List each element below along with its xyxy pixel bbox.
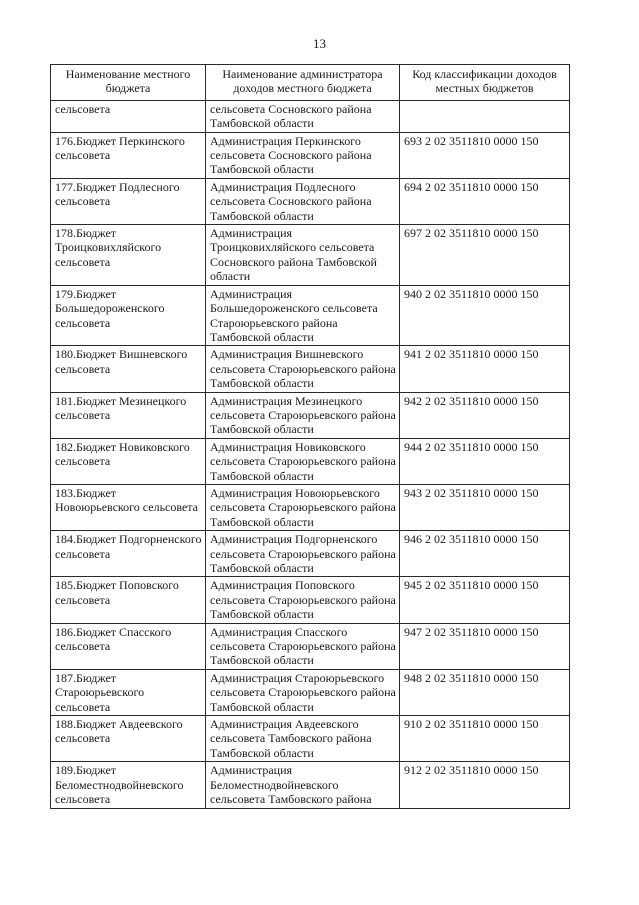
code-cell: 943 2 02 3511810 0000 150 bbox=[400, 484, 570, 530]
table-row bbox=[51, 484, 570, 530]
code-cell: 697 2 02 3511810 0000 150 bbox=[400, 225, 570, 286]
administrator-cell: Администрация Троицковихляйского сельсовета Сосновского района Тамбовской области bbox=[206, 225, 400, 286]
code-cell: 694 2 02 3511810 0000 150 bbox=[400, 178, 570, 224]
code-cell: 693 2 02 3511810 0000 150 bbox=[400, 132, 570, 178]
budget-name-cell: 180.Бюджет Вишневского сельсовета bbox=[51, 346, 206, 392]
code-cell: 940 2 02 3511810 0000 150 bbox=[400, 285, 570, 346]
table-row bbox=[51, 100, 570, 132]
administrator-cell: Администрация Староюрьевского сельсовета Староюрьевского района Тамбовской области bbox=[206, 669, 400, 715]
code-cell: 946 2 02 3511810 0000 150 bbox=[400, 531, 570, 577]
table-row bbox=[51, 762, 570, 808]
table-row bbox=[51, 346, 570, 392]
budget-name-cell: 179.Бюджет Большедороженского сельсовета bbox=[51, 285, 206, 346]
administrator-cell: Администрация Новиковского сельсовета Староюрьевского района Тамбовской области bbox=[206, 438, 400, 484]
table-row bbox=[51, 225, 570, 286]
code-cell: 948 2 02 3511810 0000 150 bbox=[400, 669, 570, 715]
budget-name-cell: 188.Бюджет Авдеевского сельсовета bbox=[51, 716, 206, 762]
code-cell: 912 2 02 3511810 0000 150 bbox=[400, 762, 570, 808]
table-row bbox=[51, 669, 570, 715]
header-budget-name: Наименование местного бюджета bbox=[51, 65, 206, 101]
budget-name-cell: 183.Бюджет Новоюрьевского сельсовета bbox=[51, 484, 206, 530]
code-cell: 941 2 02 3511810 0000 150 bbox=[400, 346, 570, 392]
code-cell bbox=[400, 100, 570, 132]
budget-name-cell: 186.Бюджет Спасского сельсовета bbox=[51, 623, 206, 669]
administrator-cell: Администрация Перкинского сельсовета Сосновского района Тамбовской области bbox=[206, 132, 400, 178]
code-cell: 910 2 02 3511810 0000 150 bbox=[400, 716, 570, 762]
budget-name-cell: 181.Бюджет Мезинецкого сельсовета bbox=[51, 392, 206, 438]
administrator-cell: Администрация Большедороженского сельсовета Староюрьевского района Тамбовской области bbox=[206, 285, 400, 346]
budget-name-cell: сельсовета bbox=[51, 100, 206, 132]
table-row bbox=[51, 716, 570, 762]
table-row bbox=[51, 132, 570, 178]
administrator-cell: Администрация Беломестнодвойневского сельсовета Тамбовского района bbox=[206, 762, 400, 808]
budget-name-cell: 189.Бюджет Беломестнодвойневского сельсовета bbox=[51, 762, 206, 808]
code-cell: 942 2 02 3511810 0000 150 bbox=[400, 392, 570, 438]
administrator-cell: Администрация Спасского сельсовета Староюрьевского района Тамбовской области bbox=[206, 623, 400, 669]
table-row bbox=[51, 531, 570, 577]
budget-name-cell: 178.Бюджет Троицковихляйского сельсовета bbox=[51, 225, 206, 286]
administrator-cell: Администрация Вишневского сельсовета Староюрьевского района Тамбовской области bbox=[206, 346, 400, 392]
header-administrator-name: Наименование администратора доходов местного бюджета bbox=[206, 65, 400, 101]
administrator-cell: Администрация Авдеевского сельсовета Тамбовского района Тамбовской области bbox=[206, 716, 400, 762]
header-classification-code: Код классификации доходов местных бюджетов bbox=[400, 65, 570, 101]
administrator-cell: сельсовета Сосновского района Тамбовской области bbox=[206, 100, 400, 132]
administrator-cell: Администрация Поповского сельсовета Староюрьевского района Тамбовской области bbox=[206, 577, 400, 623]
budget-name-cell: 177.Бюджет Подлесного сельсовета bbox=[51, 178, 206, 224]
administrator-cell: Администрация Мезинецкого сельсовета Староюрьевского района Тамбовской области bbox=[206, 392, 400, 438]
budget-name-cell: 185.Бюджет Поповского сельсовета bbox=[51, 577, 206, 623]
page-number: 13 bbox=[313, 36, 326, 51]
table-row bbox=[51, 623, 570, 669]
administrator-cell: Администрация Подлесного сельсовета Сосновского района Тамбовской области bbox=[206, 178, 400, 224]
budget-name-cell: 176.Бюджет Перкинского сельсовета bbox=[51, 132, 206, 178]
table-row bbox=[51, 438, 570, 484]
table-row bbox=[51, 392, 570, 438]
budget-name-cell: 187.Бюджет Староюрьевского сельсовета bbox=[51, 669, 206, 715]
administrator-cell: Администрация Подгорненского сельсовета Староюрьевского района Тамбовской области bbox=[206, 531, 400, 577]
code-cell: 947 2 02 3511810 0000 150 bbox=[400, 623, 570, 669]
budget-name-cell: 182.Бюджет Новиковского сельсовета bbox=[51, 438, 206, 484]
table-row bbox=[51, 178, 570, 224]
table-row bbox=[51, 577, 570, 623]
table-header-row bbox=[51, 65, 570, 101]
table-row bbox=[51, 285, 570, 346]
budget-name-cell: 184.Бюджет Подгорненского сельсовета bbox=[51, 531, 206, 577]
administrator-cell: Администрация Новоюрьевского сельсовета Староюрьевского района Тамбовской области bbox=[206, 484, 400, 530]
budget-table bbox=[50, 64, 570, 809]
code-cell: 945 2 02 3511810 0000 150 bbox=[400, 577, 570, 623]
code-cell: 944 2 02 3511810 0000 150 bbox=[400, 438, 570, 484]
